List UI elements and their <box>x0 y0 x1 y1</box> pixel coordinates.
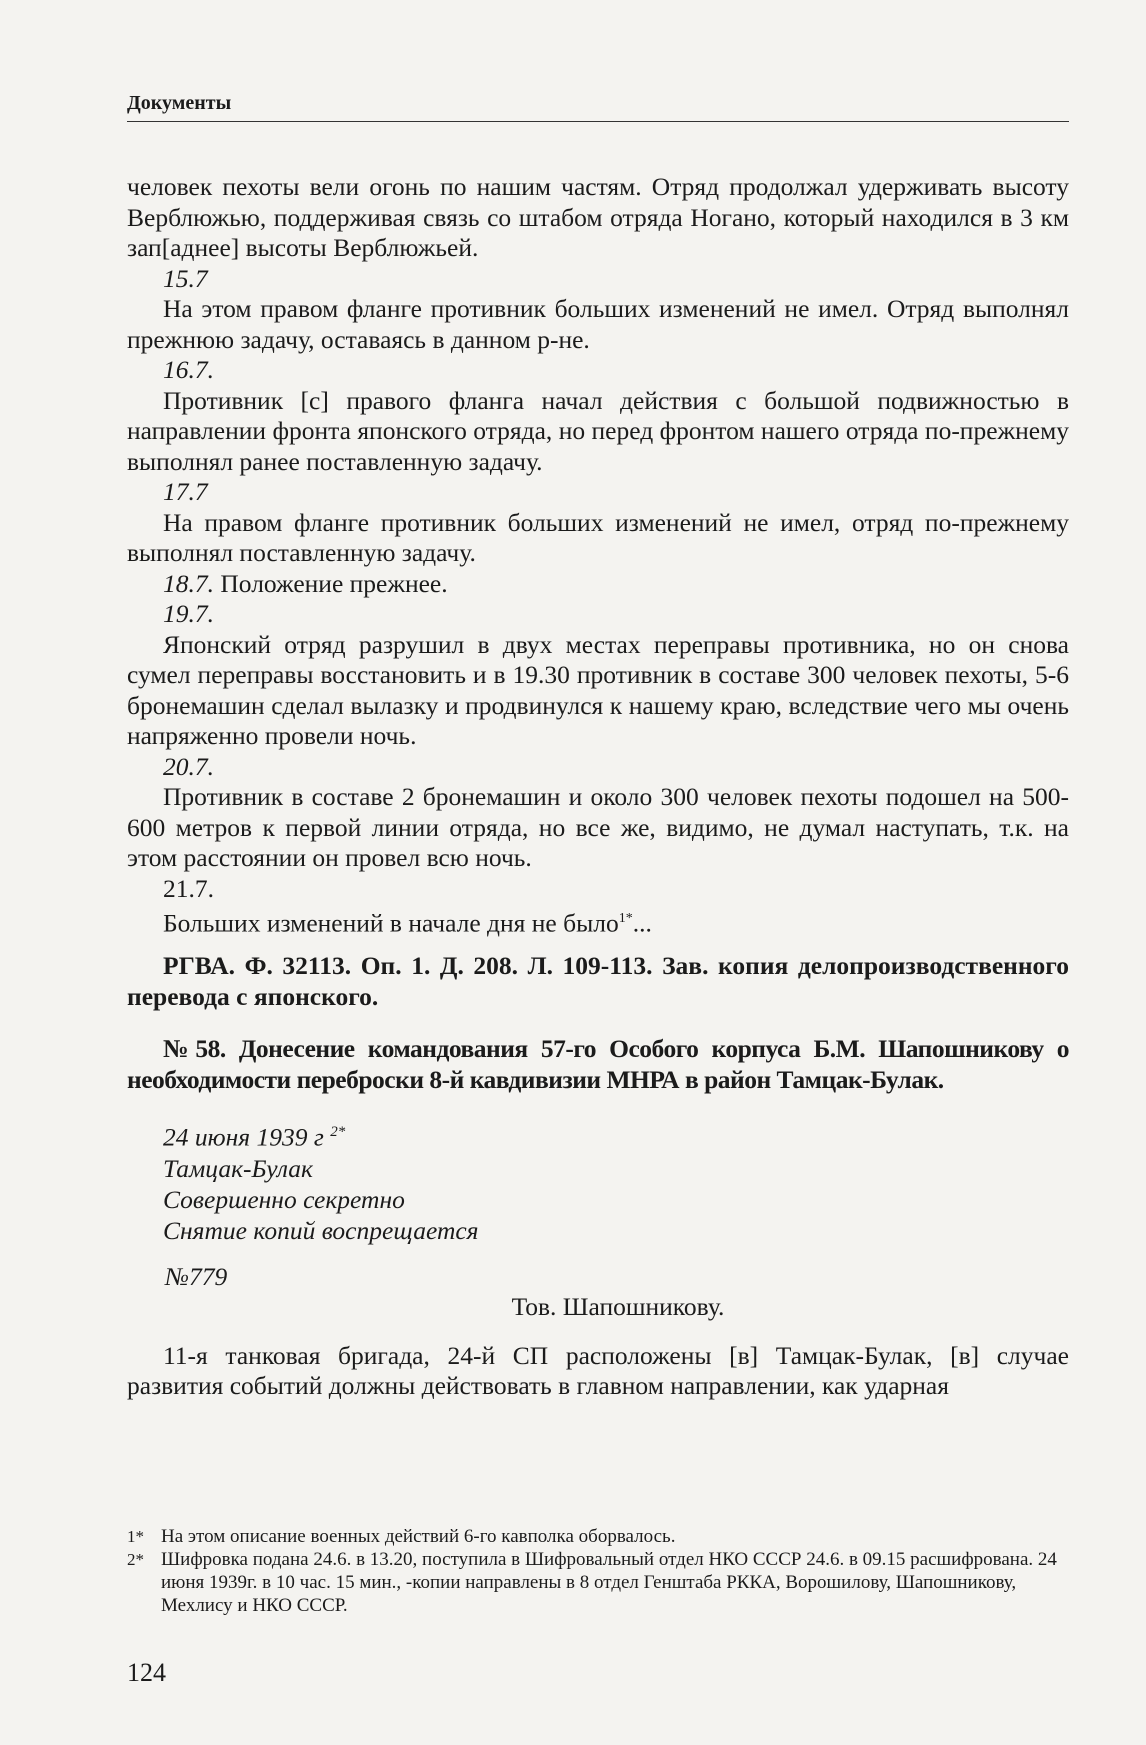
footnote-ref: 2* <box>330 1124 346 1140</box>
document-date: 24 июня 1939 г $^{2*}$ <box>163 1122 346 1152</box>
footnote <box>127 1525 1069 1548</box>
entry-text: Противник в составе 2 бронемашин и около 300 человек пехоты подошел на 500-600 метров к первой линии отряда, но все же, видимо, не думал наступать, т.к. на этом расстоянии он провел всю ночь. <box>127 782 1069 872</box>
entry-text: человек пехоты вели огонь по нашим частям. Отряд продолжал удерживать высоту Верблюжью, поддерживая связь со штабом отряда Ногано, который находился в 3 км зап[аднее] высоты Верблюжьей. <box>127 172 1069 262</box>
footnote-mark: 1* <box>127 1527 144 1546</box>
entry-date: 20.7. <box>163 751 214 781</box>
entry-date: 16.7. <box>163 355 214 384</box>
entry-date: 17.7 <box>163 477 208 506</box>
entry-date: 15.7 <box>163 263 208 293</box>
document-meta <box>127 1117 1069 1246</box>
entry-date-text: 18.7. Положение прежнее. <box>163 568 448 598</box>
document-classification: Совершенно секретно <box>163 1184 405 1214</box>
footnote-text: Шифровка подана 24.6. в 13.20, поступила в Шифровальный отдел НКО СССР 24.6. в 09.15 расшифрована. 24 июня 1939г. в 10 час. 15 мин., -копии направлены в 8 отдел Генштаба РККА, Ворошилову, Шапошникову, Мехлису и НКО СССР. <box>161 1549 1057 1616</box>
chronicle-entries <box>127 172 1069 939</box>
document-title: №58. Донесение командования 57-го Особого корпуса Б.М. Шапошникову о необходимости переброски 8-й кавдивизии МНРА в район Тамцак-Булак. <box>127 1034 1069 1094</box>
document-place: Тамцак-Булак <box>163 1153 313 1183</box>
archive-source: РГВА. Ф. 32113. Оп. 1. Д. 208. Л. 109-113. Зав. копия делопроизводственного перевода с японского. <box>127 951 1069 1011</box>
letter-body: 11-я танковая бригада, 24-й СП расположены [в] Тамцак-Булак, [в] случае развития событий должны действовать в главном направлении, как ударная <box>127 1340 1069 1400</box>
entry-text: Японский отряд разрушил в двух местах переправы противника, но он снова сумел переправы восстановить и в 19.30 противник в составе 300 человек пехоты, 5-6 бронемашин сделал вылазку и продвинулся к нашему краю, вследствие чего мы очень напряженно провели ночь. <box>127 629 1069 750</box>
footnote <box>127 1548 1069 1617</box>
document-number: №779 <box>165 1261 228 1291</box>
entry-text: На этом правом фланге противник больших изменений не имел. Отряд выполнял прежнюю задачу, оставаясь в данном р-не. <box>127 294 1069 354</box>
entry-text: Больших изменений в начале дня не было$^{1*}$... <box>163 908 652 938</box>
document-copy-note: Снятие копий воспрещается <box>163 1215 479 1245</box>
entry-text: На правом фланге противник больших изменений не имел, отряд по-прежнему выполнял поставленную задачу. <box>127 507 1069 567</box>
entry-date: 19.7. <box>163 599 214 628</box>
footnote-ref: 1* <box>618 911 633 926</box>
running-header <box>127 92 1069 122</box>
addressee: Тов. Шапошникову. <box>511 1292 725 1321</box>
entry-date: 21.7. <box>163 873 214 903</box>
footnote-mark: 2* <box>127 1550 144 1569</box>
footnote-text: На этом описание военных действий 6-го кавполка оборвалось. <box>161 1526 676 1547</box>
document-body <box>127 172 1069 1402</box>
page-number: 124 <box>127 1658 166 1687</box>
entry-text: Противник [с] правого фланга начал действия с большой подвижностью в направлении фронта японского отряда, но перед фронтом нашего отряда по-прежнему выполнял ранее поставленную задачу. <box>127 385 1069 476</box>
running-title: Документы <box>127 92 232 114</box>
footnotes <box>127 1525 1069 1617</box>
